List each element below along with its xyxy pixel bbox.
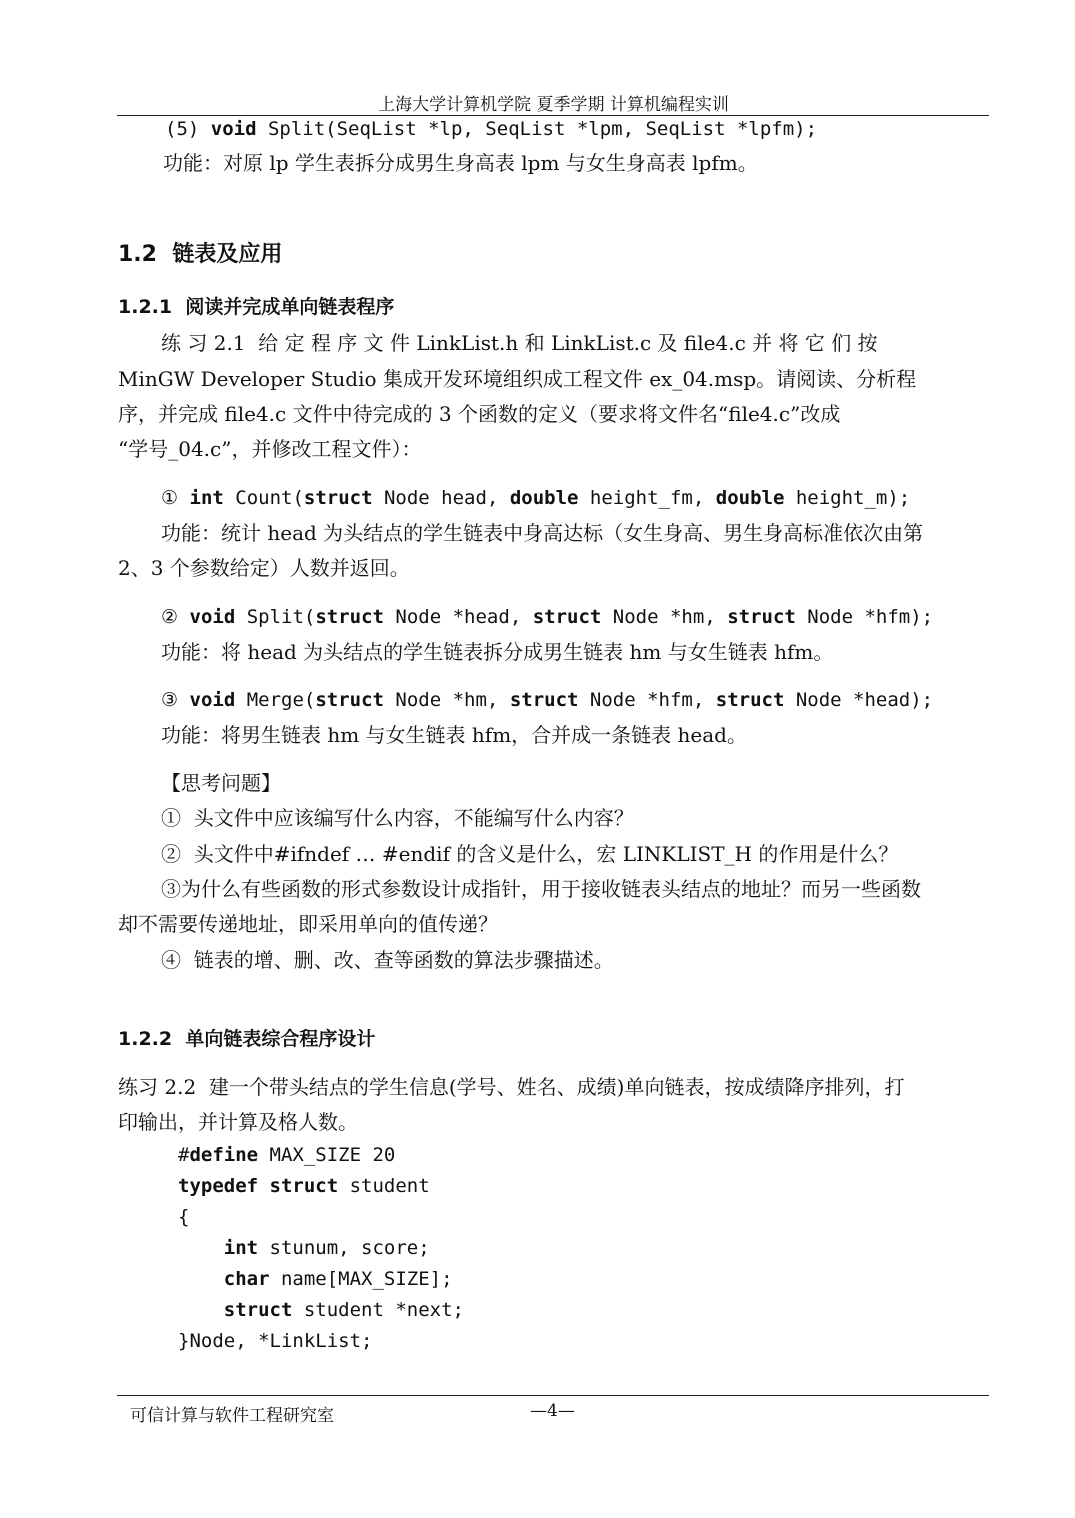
code-text: height_fm, <box>578 487 716 509</box>
merge-function-number: ③ <box>161 689 179 711</box>
exercise-2-1-line-4: “学号_04.c”，并修改工程文件）： <box>118 437 422 461</box>
page-header-title: 上海大学计算机学院 夏季学期 计算机编程实训 <box>378 95 729 115</box>
split-function-desc: 功能：将 head 为头结点的学生链表拆分成男生链表 hm 与女生链表 hfm。 <box>161 640 834 664</box>
code-keyword: double <box>509 487 579 509</box>
code-keyword: struct <box>223 1299 293 1321</box>
exercise-2-1-line-2: MinGW Developer Studio 集成开发环境组织成工程文件 ex_04.msp。请阅读、分析程 <box>118 367 917 391</box>
split-sig-rest: Split(SeqList *lp, SeqList *lpm, SeqList *lpfm); <box>256 118 818 140</box>
code-text: name[MAX_SIZE]; <box>269 1268 453 1290</box>
subsection-heading-1-2-2 <box>118 1026 375 1052</box>
split-function-code <box>190 606 934 628</box>
footer-rule <box>117 1395 989 1396</box>
code-text: Node *hfm); <box>795 606 934 628</box>
count-function-signature <box>161 485 910 511</box>
code-text: height_m); <box>784 487 911 509</box>
code-text <box>178 1268 224 1290</box>
code-line <box>178 1204 189 1230</box>
exercise-2-2-line-2: 印输出，并计算及格人数。 <box>118 1110 358 1134</box>
footer-lab-name: 可信计算与软件工程研究室 <box>130 1406 334 1426</box>
code-text: stunum, score; <box>258 1237 430 1259</box>
code-text: student *next; <box>292 1299 464 1321</box>
code-line <box>178 1173 430 1199</box>
code-text: Node *head); <box>784 689 934 711</box>
split-description: 功能：对原 lp 学生表拆分成男生身高表 lpm 与女生身高表 lpfm。 <box>163 151 758 175</box>
code-text <box>178 1299 224 1321</box>
subsection-number: 1.2.2 <box>118 1028 173 1050</box>
subsection-title: 单向链表综合程序设计 <box>185 1028 376 1050</box>
code-text: }Node, *LinkList; <box>178 1330 373 1352</box>
code-text: { <box>178 1206 190 1228</box>
code-keyword: define <box>189 1144 259 1166</box>
code-keyword: struct <box>315 689 384 711</box>
code-line <box>178 1297 464 1323</box>
code-text <box>178 1237 224 1259</box>
code-text: Split( <box>235 606 316 628</box>
code-text: MAX_SIZE 20 <box>258 1144 396 1166</box>
code-text: Node *hm, <box>383 689 510 711</box>
code-text: Node head, <box>372 487 510 509</box>
subsection-title: 阅读并完成单向链表程序 <box>185 296 395 318</box>
think-questions-title: 【思考问题】 <box>161 771 281 795</box>
code-text: Node *head, <box>383 606 533 628</box>
code-line <box>178 1142 395 1168</box>
code-line <box>178 1328 372 1354</box>
think-question-3-line-1: ③为什么有些函数的形式参数设计成指针，用于接收链表头结点的地址？而另一些函数 <box>161 877 921 901</box>
code-text: Merge( <box>235 689 316 711</box>
code-keyword: struct <box>269 1175 339 1197</box>
code-keyword: struct <box>315 606 384 628</box>
exercise-2-1-line-3: 序，并完成 file4.c 文件中待完成的 3 个函数的定义（要求将文件名“file4.c”改成 <box>118 402 841 426</box>
footer-page-number: —4— <box>530 1401 575 1421</box>
code-text: Node *hm, <box>601 606 728 628</box>
split-signature <box>165 116 817 142</box>
code-keyword: struct <box>715 689 785 711</box>
code-line <box>178 1235 430 1261</box>
section-heading-1-2 <box>118 242 282 268</box>
think-question-3-line-2: 却不需要传递地址，即采用单向的值传递？ <box>118 912 498 936</box>
code-keyword: struct <box>303 487 373 509</box>
code-keyword: struct <box>727 606 796 628</box>
code-keyword: struct <box>509 689 579 711</box>
think-question-2: ② 头文件中#ifndef … #endif 的含义是什么，宏 LINKLIST_H 的作用是什么？ <box>161 842 899 866</box>
code-keyword: int <box>189 487 224 509</box>
split-sig-keyword: void <box>210 118 257 140</box>
code-keyword: struct <box>532 606 602 628</box>
think-question-4: ④ 链表的增、删、改、查等函数的算法步骤描述。 <box>161 948 614 972</box>
merge-function-signature <box>161 687 933 713</box>
split-function-number: ② <box>161 606 179 628</box>
code-keyword: typedef <box>178 1175 259 1197</box>
count-function-desc-2: 2、3 个参数给定）人数并返回。 <box>118 556 410 580</box>
exercise-2-2-line-1: 练习 2.2 建一个带头结点的学生信息(学号、姓名、成绩)单向链表，按成绩降序排列，打 <box>118 1075 905 1099</box>
think-question-1: ① 头文件中应该编写什么内容，不能编写什么内容？ <box>161 806 634 830</box>
code-text: Node *hfm, <box>578 689 716 711</box>
code-text: Count( <box>223 487 304 509</box>
code-text: # <box>178 1144 190 1166</box>
code-keyword: void <box>189 689 236 711</box>
split-sig-prefix: (5) <box>165 118 211 140</box>
count-function-desc-1: 功能：统计 head 为头结点的学生链表中身高达标（女生身高、男生身高标准依次由第 <box>161 521 924 545</box>
split-function-signature <box>161 604 933 630</box>
code-keyword: void <box>189 606 236 628</box>
code-line <box>178 1266 453 1292</box>
count-function-number: ① <box>161 487 179 509</box>
count-function-code <box>190 487 911 509</box>
code-text <box>258 1175 269 1197</box>
section-title: 链表及应用 <box>172 242 283 267</box>
section-number: 1.2 <box>118 242 157 267</box>
merge-function-code <box>190 689 934 711</box>
code-keyword: char <box>223 1268 270 1290</box>
subsection-heading-1-2-1 <box>118 294 394 320</box>
merge-function-desc: 功能：将男生链表 hm 与女生链表 hfm，合并成一条链表 head。 <box>161 723 747 747</box>
exercise-2-1-line-1: 练 习 2.1 给 定 程 序 文 件 LinkList.h 和 LinkList.c 及 file4.c 并 将 它 们 按 <box>161 331 878 355</box>
code-keyword: double <box>715 487 785 509</box>
code-keyword: int <box>223 1237 259 1259</box>
subsection-number: 1.2.1 <box>118 296 173 318</box>
code-text: student <box>338 1175 430 1197</box>
